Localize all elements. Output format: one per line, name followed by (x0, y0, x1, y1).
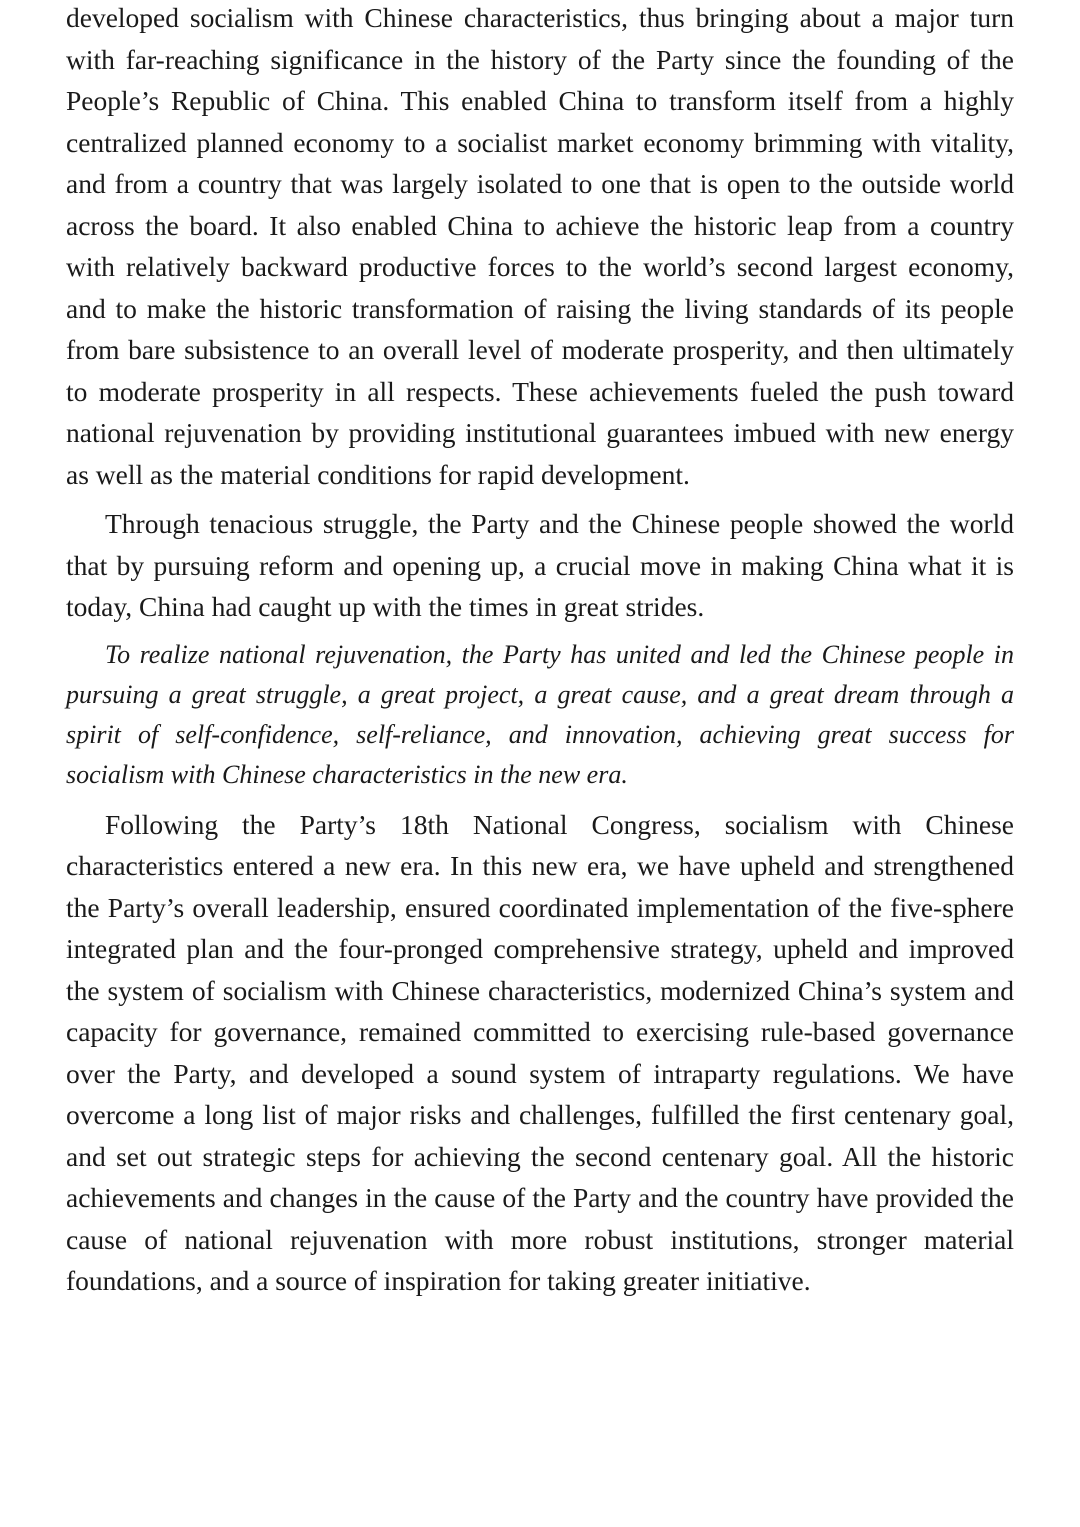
body-paragraph-new-era: Following the Party’s 18th National Congress, socialism with Chinese characteristics entered a new era. In this new era, we have upheld and strengthened the Party’s overall leadership, ensured coordinated implementation of the five-sphere integrated plan and the four-pronged comprehensive strategy, upheld and improved the system of socialism with Chinese characteristics, modernized China’s system and capacity for governance, remained committed to exercising rule-based governance over the Party, and developed a sound system of intraparty regulations. We have overcome a long list of major risks and challenges, fulfilled the first centenary goal, and set out strategic steps for achieving the second centenary goal. All the historic achievements and changes in the cause of the Party and the country have provided the cause of national rejuvenation with more robust institutions, stronger material foundations, and a source of inspiration for taking greater initiative. (66, 808, 1014, 1297)
body-paragraph-continuation: developed socialism with Chinese characteristics, thus bringing about a major turn with far-reaching significance in the history of the Party since the founding of the People’s Republic of China. This enabled China to transform itself from a highly centralized planned economy to a socialist market economy brimming with vitality, and from a country that was largely isolated to one that is open to the outside world across the board. It also enabled China to achieve the historic leap from a country with relatively backward productive forces to the world’s second largest economy, and to make the historic transformation of raising the living standards of its people from bare subsistence to an overall level of moderate prosperity, and then ultimately to moderate prosperity in all respects. These achievements fueled the push toward national rejuvenation by providing institutional guarantees imbued with new energy as well as the material conditions for rapid development. (66, 2, 1014, 490)
document-page (66, 0, 1014, 1302)
body-paragraph-reform-opening: Through tenacious struggle, the Party and the Chinese people showed the world that by pursuing reform and opening up, a crucial move in making China what it is today, China had caught up with the times in great strides. (66, 508, 1014, 622)
italic-summary-paragraph: To realize national rejuvenation, the Party has united and led the Chinese people in pursuing a great struggle, a great project, a great cause, and a great dream through a spirit of self-confidence, self-reliance, and innovation, achieving great success for socialism with Chinese characteristics in the new era. (66, 639, 1014, 790)
